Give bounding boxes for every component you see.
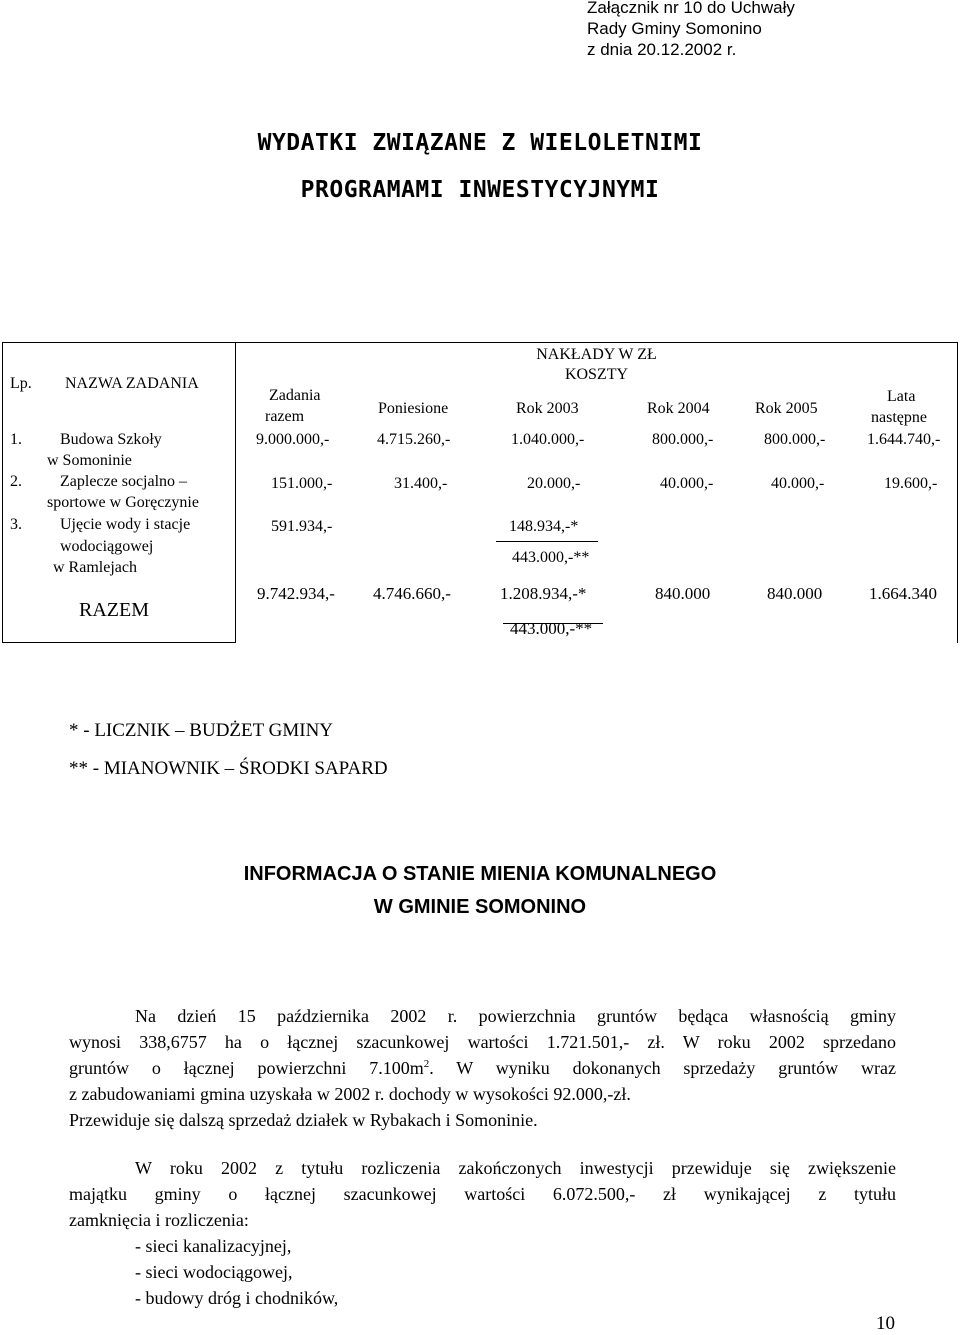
sum-2003-numerator: 1.208.934,-* <box>500 584 587 603</box>
row-lp: 2. <box>10 473 22 490</box>
para1-line-1: Na dzień 15 października 2002 r. powierzchnia gruntów będąca własnością gminy <box>135 1006 896 1026</box>
row-name: w Somoninie <box>47 452 132 469</box>
note-numerator: * - LICZNIK – BUDŻET GMINY <box>69 720 334 741</box>
cell-next: 19.600,- <box>884 475 938 492</box>
col-next-header-2: następne <box>871 409 927 426</box>
attachment-line-3: z dnia 20.12.2002 r. <box>587 40 737 59</box>
row-lp: 1. <box>10 431 22 448</box>
sum-incurred: 4.746.660,- <box>373 584 451 603</box>
list-item: - sieci wodociągowej, <box>135 1262 293 1282</box>
para1-line-5: Przewiduje się dalszą sprzedaż działek w Rybakach i Somoninie. <box>69 1110 538 1130</box>
sum-2005: 840.000 <box>767 584 823 603</box>
col-total-header-2: razem <box>265 408 305 425</box>
cell-incurred: 31.400,- <box>394 475 448 492</box>
attachment-line-2: Rady Gminy Somonino <box>587 19 762 38</box>
para2-line-3: zamknięcia i rozliczenia: <box>69 1210 249 1230</box>
col-next-header-1: Lata <box>887 388 916 405</box>
group-header-1: NAKŁADY W ZŁ <box>536 346 657 363</box>
cell-incurred: 4.715.260,- <box>377 431 451 448</box>
row-name: wodociągowej <box>60 538 154 555</box>
cell-2003-numerator: 148.934,-* <box>509 518 579 535</box>
sum-total: 9.742.934,- <box>257 584 335 603</box>
page-number: 10 <box>876 1313 895 1334</box>
cell-2003: 20.000,- <box>527 475 581 492</box>
row-name: w Ramlejach <box>53 559 137 576</box>
sum-label: RAZEM <box>79 599 149 621</box>
list-item: - sieci kanalizacyjnej, <box>135 1236 292 1256</box>
para1-line-3: gruntów o łącznej powierzchni $7.100m^2$. W wyniku dokonanych sprzedaży gruntów wraz <box>69 1058 896 1078</box>
col-lp-header: Lp. <box>10 375 32 392</box>
sum-2003-denominator: 443.000,-** <box>510 619 593 638</box>
info-title-2: W GMINIE SOMONINO <box>373 896 587 918</box>
row-name: Ujęcie wody i stacje <box>60 516 191 533</box>
fraction-line <box>496 541 598 542</box>
row-name: Budowa Szkoły <box>60 431 162 448</box>
col-2004-header: Rok 2004 <box>647 400 710 417</box>
row-name: Zaplecze socjalno – <box>60 473 188 490</box>
para2-line-2: majątku gminy o łącznej szacunkowej wartości 6.072.500,- zł wynikającej z tytułu <box>69 1184 896 1204</box>
col-total-header-1: Zadania <box>269 387 321 404</box>
para1-line-2: wynosi 338,6757 ha o łącznej szacunkowej wartości 1.721.501,- zł. W roku 2002 sprzedano <box>69 1032 896 1052</box>
sum-2004: 840.000 <box>655 584 711 603</box>
cell-total: 9.000.000,- <box>256 431 330 448</box>
para1-line-4: z zabudowaniami gmina uzyskała w 2002 r. dochody w wysokości 92.000,-zł. <box>69 1084 631 1104</box>
cell-total: 151.000,- <box>271 475 333 492</box>
cell-2003-denominator: 443.000,-** <box>512 549 590 566</box>
cell-2004: 800.000,- <box>652 431 714 448</box>
list-item: - budowy dróg i chodników, <box>135 1288 339 1308</box>
title-line-1: WYDATKI ZWIĄZANE Z WIELOLETNIMI <box>257 130 703 156</box>
row-lp: 3. <box>10 516 22 533</box>
col-2003-header: Rok 2003 <box>516 400 579 417</box>
sum-next: 1.664.340 <box>869 584 937 603</box>
row-name: sportowe w Goręczynie <box>47 494 199 511</box>
group-header-2: KOSZTY <box>564 366 629 383</box>
cell-total: 591.934,- <box>271 518 333 535</box>
para2-line-1: W roku 2002 z tytułu rozliczenia zakończonych inwestycji przewiduje się zwiększenie <box>135 1158 896 1178</box>
note-denominator: ** - MIANOWNIK – ŚRODKI SAPARD <box>69 758 388 779</box>
cell-2004: 40.000,- <box>660 475 714 492</box>
cell-2005: 40.000,- <box>771 475 825 492</box>
info-title-1: INFORMACJA O STANIE MIENIA KOMUNALNEGO <box>243 863 717 885</box>
col-incurred-header: Poniesione <box>378 400 449 417</box>
col-name-header: NAZWA ZADANIA <box>65 375 199 392</box>
col-2005-header: Rok 2005 <box>755 400 818 417</box>
attachment-line-1: Załącznik nr 10 do Uchwały <box>587 0 795 17</box>
cell-2003: 1.040.000,- <box>511 431 585 448</box>
title-line-2: PROGRAMAMI INWESTYCYJNYMI <box>300 177 660 203</box>
cell-next: 1.644.740,- <box>867 431 941 448</box>
cell-2005: 800.000,- <box>764 431 826 448</box>
